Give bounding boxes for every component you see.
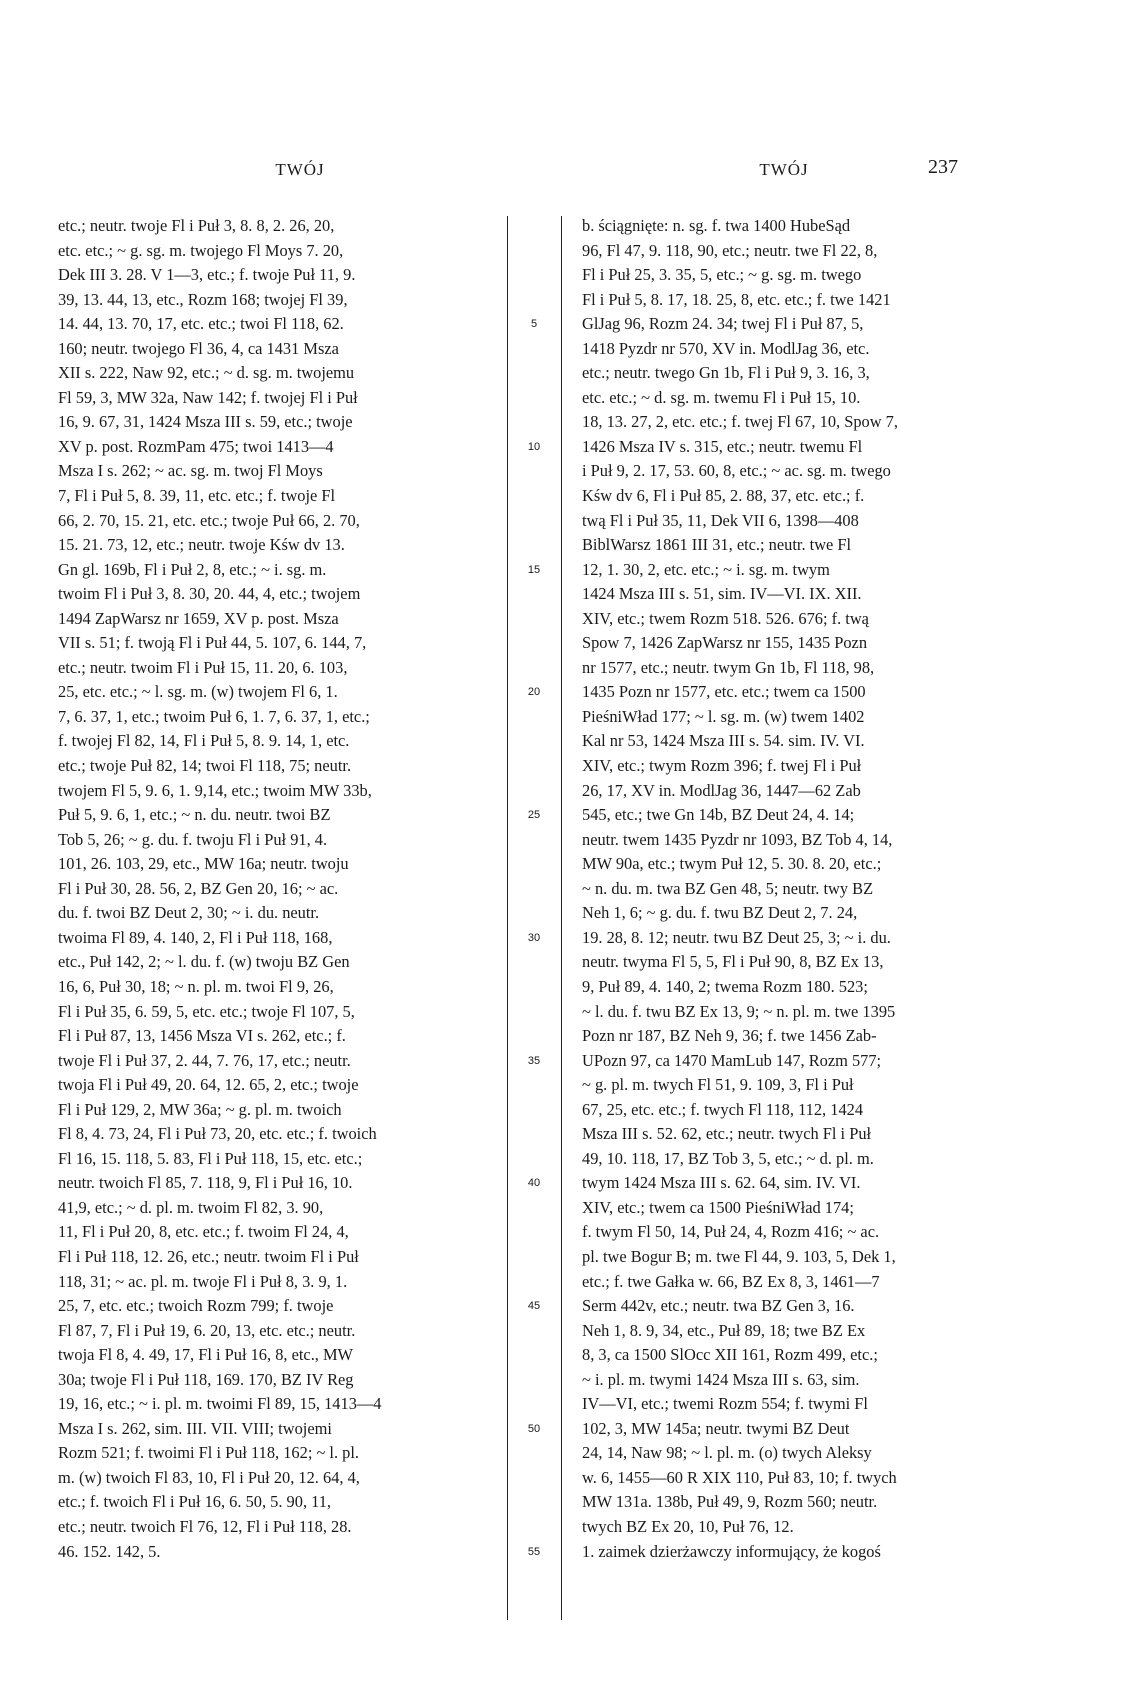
text-line: b. ściągnięte: n. sg. f. twa 1400 HubeSąd <box>582 216 851 235</box>
text-line: Msza I s. 262; ~ ac. sg. m. twoj Fl Moys <box>58 461 323 481</box>
line-number: 5 <box>530 318 538 331</box>
text-line: Neh 1, 8. 9, 34, etc., Puł 89, 18; twe BZ Ex <box>582 1320 866 1340</box>
line-number: 20 <box>527 686 541 699</box>
text-line: neutr. twyma Fl 5, 5, Fl i Puł 90, 8, BZ Ex 13, <box>582 952 884 972</box>
text-line: VII s. 51; f. twoją Fl i Puł 44, 5. 107, 6. 144, 7, <box>58 633 367 653</box>
text-line: 66, 2. 70, 15. 21, etc. etc.; twoje Puł 66, 2. 70, <box>58 510 360 530</box>
text-line: etc. etc.; ~ g. sg. m. twojego Fl Moys 7. 20, <box>58 240 344 260</box>
text-line: MW 90a, etc.; twym Puł 12, 5. 30. 8. 20, etc.; <box>582 854 882 874</box>
line-number: 25 <box>527 809 541 822</box>
text-line: 67, 25, etc. etc.; f. twych Fl 118, 112, 1424 <box>582 1099 864 1119</box>
text-line: 26, 17, XV in. ModlJag 36, 1447—62 Zab <box>582 780 861 800</box>
text-line: XIV, etc.; twem Rozm 518. 526. 676; f. twą <box>582 608 869 628</box>
column-rule-left <box>507 216 508 1620</box>
text-line: f. twojej Fl 82, 14, Fl i Puł 5, 8. 9. 14, 1, etc. <box>58 731 350 751</box>
text-line: 7, Fl i Puł 5, 8. 39, 11, etc. etc.; f. twoje Fl <box>58 486 336 506</box>
text-line: 39, 13. 44, 13, etc., Rozm 168; twojej Fl 39, <box>58 289 348 309</box>
text-line: Neh 1, 6; ~ g. du. f. twu BZ Deut 2, 7. 24, <box>582 903 858 923</box>
page-number: 237 <box>928 156 958 178</box>
text-line: Msza III s. 52. 62, etc.; neutr. twych Fl i Puł <box>582 1124 872 1144</box>
text-line: Fl i Puł 35, 6. 59, 5, etc. etc.; twoje Fl 107, 5, <box>58 1001 355 1021</box>
text-line: twojem Fl 5, 9. 6, 1. 9,14, etc.; twoim MW 33b, <box>58 780 372 800</box>
text-line: 25, etc. etc.; ~ l. sg. m. (w) twojem Fl 6, 1. <box>58 682 338 702</box>
text-line: Spow 7, 1426 ZapWarsz nr 155, 1435 Pozn <box>582 633 868 653</box>
text-line: twoima Fl 89, 4. 140, 2, Fl i Puł 118, 168, <box>58 927 333 947</box>
text-line: XII s. 222, Naw 92, etc.; ~ d. sg. m. twojemu <box>58 363 355 383</box>
text-line: 96, Fl 47, 9. 118, 90, etc.; neutr. twe Fl 22, 8, <box>582 240 878 260</box>
text-line: 15. 21. 73, 12, etc.; neutr. twoje Kśw dv 13. <box>58 535 345 555</box>
text-line: du. f. twoi BZ Deut 2, 30; ~ i. du. neutr. <box>58 903 320 923</box>
text-line: etc.; f. twe Gałka w. 66, BZ Ex 8, 3, 1461—7 <box>582 1271 880 1291</box>
text-line: 11, Fl i Puł 20, 8, etc. etc.; f. twoim Fl 24, 4, <box>58 1222 349 1242</box>
text-line: MW 131a. 138b, Puł 49, 9, Rozm 560; neutr. <box>582 1492 878 1512</box>
text-line: twoje Fl i Puł 37, 2. 44, 7. 76, 17, etc.; neutr. <box>58 1050 351 1070</box>
text-line: 1424 Msza III s. 51, sim. IV—VI. IX. XII. <box>582 584 862 604</box>
text-line: 8, 3, ca 1500 SlOcc XII 161, Rozm 499, etc.; <box>582 1345 878 1365</box>
text-line: 1426 Msza IV s. 315, etc.; neutr. twemu Fl <box>582 436 863 456</box>
text-line: 14. 44, 13. 70, 17, etc. etc.; twoi Fl 118, 62. <box>58 314 344 334</box>
text-line: GlJag 96, Rozm 24. 34; twej Fl i Puł 87, 5, <box>582 314 864 334</box>
column-rule-right <box>561 216 562 1620</box>
text-line: Fl 59, 3, MW 32a, Naw 142; f. twojej Fl i Puł <box>58 387 358 407</box>
line-number: 45 <box>527 1300 541 1313</box>
text-line: Fl 87, 7, Fl i Puł 19, 6. 20, 13, etc. etc.; neutr. <box>58 1320 356 1340</box>
text-line: Kśw dv 6, Fl i Puł 85, 2. 88, 37, etc. etc.; f. <box>582 486 865 506</box>
text-line: 16, 6, Puł 30, 18; ~ n. pl. m. twoi Fl 9, 26, <box>58 976 334 996</box>
text-line: Tob 5, 26; ~ g. du. f. twoju Fl i Puł 91, 4. <box>58 829 328 849</box>
text-line: Fl i Puł 129, 2, MW 36a; ~ g. pl. m. twoich <box>58 1099 342 1119</box>
text-line: f. twym Fl 50, 14, Puł 24, 4, Rozm 416; ~ ac. <box>582 1222 880 1242</box>
text-line: 160; neutr. twojego Fl 36, 4, ca 1431 Msza <box>58 338 339 358</box>
text-line: 7, 6. 37, 1, etc.; twoim Puł 6, 1. 7, 6. 37, 1, etc.; <box>58 706 370 726</box>
text-line: UPozn 97, ca 1470 MamLub 147, Rozm 577; <box>582 1050 882 1070</box>
text-line: etc.; f. twoich Fl i Puł 16, 6. 50, 5. 90, 11, <box>58 1492 332 1512</box>
text-line: etc. etc.; ~ d. sg. m. twemu Fl i Puł 15, 10. <box>582 387 861 407</box>
text-line: 118, 31; ~ ac. pl. m. twoje Fl i Puł 8, 3. 9, 1. <box>58 1271 348 1291</box>
text-line: IV—VI, etc.; twemi Rozm 554; f. twymi Fl <box>582 1394 868 1414</box>
text-line: Dek III 3. 28. V 1—3, etc.; f. twoje Puł 11, 9. <box>58 265 356 285</box>
text-line: 49, 10. 118, 17, BZ Tob 3, 5, etc.; ~ d. pl. m. <box>582 1148 874 1168</box>
text-line: 1. zaimek dzierżawczy informujący, że kogoś <box>582 1541 881 1561</box>
text-line: Fl i Puł 87, 13, 1456 Msza VI s. 262, etc.; f. <box>58 1026 346 1046</box>
text-line: Kal nr 53, 1424 Msza III s. 54. sim. IV. VI. <box>582 731 865 751</box>
text-line: XIV, etc.; twem ca 1500 PieśniWład 174; <box>582 1197 854 1217</box>
text-line: neutr. twoich Fl 85, 7. 118, 9, Fl i Puł 16, 10. <box>58 1173 353 1193</box>
line-number: 50 <box>527 1422 541 1435</box>
text-line: 1435 Pozn nr 1577, etc. etc.; twem ca 1500 <box>582 682 866 702</box>
text-line: twą Fl i Puł 35, 11, Dek VII 6, 1398—408 <box>582 510 859 530</box>
text-line: 545, etc.; twe Gn 14b, BZ Deut 24, 4. 14; <box>582 805 855 825</box>
text-line: 102, 3, MW 145a; neutr. twymi BZ Deut <box>582 1418 850 1438</box>
text-line: 19, 16, etc.; ~ i. pl. m. twoimi Fl 89, 15, 1413—4 <box>58 1394 382 1414</box>
text-line: 41,9, etc.; ~ d. pl. m. twoim Fl 82, 3. 90, <box>58 1197 324 1217</box>
text-line: Msza I s. 262, sim. III. VII. VIII; twojemi <box>58 1418 332 1438</box>
text-line: etc.; neutr. twoich Fl 76, 12, Fl i Puł 118, 28. <box>58 1516 352 1536</box>
text-line: Fl 8, 4. 73, 24, Fl i Puł 73, 20, etc. etc.; f. twoich <box>58 1124 377 1144</box>
line-number: 10 <box>527 440 541 453</box>
text-line: Fl i Puł 25, 3. 35, 5, etc.; ~ g. sg. m. twego <box>582 265 862 285</box>
text-line: Pozn nr 187, BZ Neh 9, 36; f. twe 1456 Zab- <box>582 1026 877 1046</box>
text-line: 30a; twoje Fl i Puł 118, 169. 170, BZ IV Reg <box>58 1369 354 1389</box>
text-line: 18, 13. 27, 2, etc. etc.; f. twej Fl 67, 10, Spow 7, <box>582 412 898 432</box>
text-line: 1418 Pyzdr nr 570, XV in. ModlJag 36, etc. <box>582 338 870 358</box>
text-line: ~ l. du. f. twu BZ Ex 13, 9; ~ n. pl. m. twe 1395 <box>582 1001 896 1021</box>
text-line: 9, Puł 89, 4. 140, 2; twema Rozm 180. 523; <box>582 976 868 996</box>
text-line: pl. twe Bogur B; m. twe Fl 44, 9. 103, 5, Dek 1, <box>582 1246 896 1266</box>
line-number: 15 <box>527 563 541 576</box>
text-line: XV p. post. RozmPam 475; twoi 1413—4 <box>58 436 334 456</box>
text-line: Rozm 521; f. twoimi Fl i Puł 118, 162; ~ l. pl. <box>58 1443 360 1463</box>
text-line: etc.; neutr. twoim Fl i Puł 15, 11. 20, 6. 103, <box>58 657 348 677</box>
text-line: 46. 152. 142, 5. <box>58 1541 161 1561</box>
running-head-right: TWÓJ <box>759 160 809 179</box>
text-line: i Puł 9, 2. 17, 53. 60, 8, etc.; ~ ac. sg. m. twego <box>582 461 891 481</box>
text-line: Puł 5, 9. 6, 1, etc.; ~ n. du. neutr. twoi BZ <box>58 805 331 825</box>
text-line: Serm 442v, etc.; neutr. twa BZ Gen 3, 16. <box>582 1296 855 1316</box>
text-line: twoja Fl 8, 4. 49, 17, Fl i Puł 16, 8, etc., MW <box>58 1345 354 1365</box>
line-number: 55 <box>527 1545 541 1558</box>
text-line: Fl i Puł 30, 28. 56, 2, BZ Gen 20, 16; ~ ac. <box>58 878 339 898</box>
text-line: 19. 28, 8. 12; neutr. twu BZ Deut 25, 3; ~ i. du. <box>582 927 891 947</box>
text-line: etc.; twoje Puł 82, 14; twoi Fl 118, 75; neutr. <box>58 756 352 776</box>
text-line: 101, 26. 103, 29, etc., MW 16a; neutr. twoju <box>58 854 349 874</box>
text-line: etc.; neutr. twoje Fl i Puł 3, 8. 8, 2. 26, 20, <box>58 216 335 235</box>
line-number: 40 <box>527 1177 541 1190</box>
text-line: 24, 14, Naw 98; ~ l. pl. m. (o) twych Aleksy <box>582 1443 872 1463</box>
left-text-column <box>58 214 498 1564</box>
text-line: ~ n. du. m. twa BZ Gen 48, 5; neutr. twy BZ <box>582 878 874 898</box>
text-line: 25, 7, etc. etc.; twoich Rozm 799; f. twoje <box>58 1296 334 1316</box>
text-line: ~ i. pl. m. twymi 1424 Msza III s. 63, sim. <box>582 1369 860 1389</box>
text-line: twym 1424 Msza III s. 62. 64, sim. IV. VI. <box>582 1173 861 1193</box>
text-line: ~ g. pl. m. twych Fl 51, 9. 109, 3, Fl i Puł <box>582 1075 854 1095</box>
line-number: 30 <box>527 931 541 944</box>
text-line: w. 6, 1455—60 R XIX 110, Puł 83, 10; f. twych <box>582 1467 897 1487</box>
text-line: twoim Fl i Puł 3, 8. 30, 20. 44, 4, etc.; twojem <box>58 584 361 604</box>
text-line: Fl i Puł 118, 12. 26, etc.; neutr. twoim Fl i Puł <box>58 1246 359 1266</box>
text-line: Gn gl. 169b, Fl i Puł 2, 8, etc.; ~ i. sg. m. <box>58 559 327 579</box>
text-line: 16, 9. 67, 31, 1424 Msza III s. 59, etc.; twoje <box>58 412 353 432</box>
text-line: etc., Puł 142, 2; ~ l. du. f. (w) twoju BZ Gen <box>58 952 350 972</box>
text-line: neutr. twem 1435 Pyzdr nr 1093, BZ Tob 4, 14, <box>582 829 893 849</box>
text-line: twych BZ Ex 20, 10, Puł 76, 12. <box>582 1516 794 1536</box>
text-line: twoja Fl i Puł 49, 20. 64, 12. 65, 2, etc.; twoje <box>58 1075 359 1095</box>
text-line: etc.; neutr. twego Gn 1b, Fl i Puł 9, 3. 16, 3, <box>582 363 870 383</box>
right-text-column <box>582 214 1032 1564</box>
text-line: BiblWarsz 1861 III 31, etc.; neutr. twe Fl <box>582 535 852 555</box>
text-line: Fl 16, 15. 118, 5. 83, Fl i Puł 118, 15, etc. etc.; <box>58 1148 363 1168</box>
line-number: 35 <box>527 1054 541 1067</box>
running-head-left: TWÓJ <box>275 160 325 179</box>
text-line: m. (w) twoich Fl 83, 10, Fl i Puł 20, 12. 64, 4, <box>58 1467 360 1487</box>
text-line: Fl i Puł 5, 8. 17, 18. 25, 8, etc. etc.; f. twe 1421 <box>582 289 891 309</box>
text-line: XIV, etc.; twym Rozm 396; f. twej Fl i Puł <box>582 756 862 776</box>
text-line: PieśniWład 177; ~ l. sg. m. (w) twem 1402 <box>582 706 865 726</box>
text-line: 12, 1. 30, 2, etc. etc.; ~ i. sg. m. twym <box>582 559 830 579</box>
text-line: 1494 ZapWarsz nr 1659, XV p. post. Msza <box>58 608 339 628</box>
text-line: nr 1577, etc.; neutr. twym Gn 1b, Fl 118, 98, <box>582 657 875 677</box>
